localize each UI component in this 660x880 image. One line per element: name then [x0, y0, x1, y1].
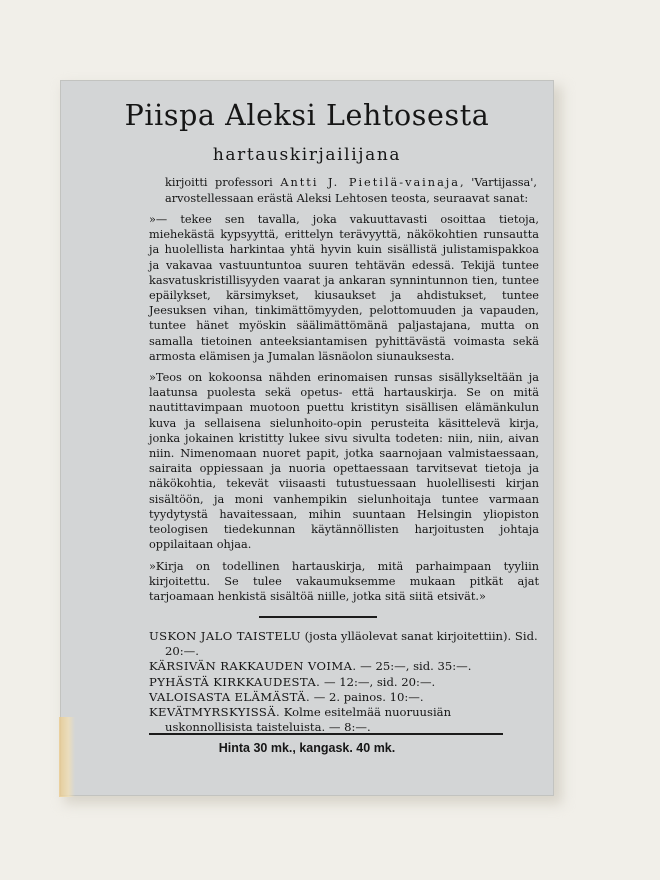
book-title: KÄRSIVÄN RAKKAUDEN VOIMA.: [149, 659, 357, 674]
book-title: USKON JALO TAISTELU: [149, 629, 301, 643]
book-details: — 25:—, sid. 35:—.: [356, 659, 472, 674]
author-name: Antti J. Pietilä-vainaja: [280, 176, 461, 189]
book-title: VALOISASTA ELÄMÄSTÄ.: [149, 689, 311, 704]
book-details: — 2. painos. 10:—.: [310, 689, 424, 704]
book-list: [149, 629, 539, 735]
price-line: Hinta 30 mk., kangask. 40 mk.: [218, 741, 396, 755]
quote-paragraph-2: »Teos on kokoonsa nähden erinomaisen runsas sisällykseltään ja laatunsa puolesta sekä opetus- että hartauskirja. Se on mitä nautittavimpaan muotoon puettu kristityn sisällisen elämänkulun kuva ja sellaisena sielunhoito-opin perusteita käsittelevä kirja, jonka jokainen kristitty lukee sivu sivulta todeten: niin, niin, aivan niin. Nimenomaan nuoret papit, jotka saarnojaan valmistaessaan, sairaita oppiessaan ja nuoria opettaessaan tarvitsevat tietoja ja näkökohtia, tekevät viisaasti tutustuessaan huolellisesti kirjan sisältöön, ja moni vanhempikin sielunhoitaja tuntee varmaan tyydytystä havaitessaan, mihin suuntaan Helsingin yliopiston teologisen tiedekunnan käytännöllisten harjoitusten johtaja oppilaitaan ohjaa.: [149, 371, 539, 552]
book-list-item: [149, 675, 539, 690]
book-title: KEVÄTMYRSKYISSÄ.: [149, 705, 281, 720]
cover-subtitle: hartauskirjailijana: [212, 145, 402, 165]
book-details: — 12:—, sid. 20:—.: [320, 674, 436, 689]
book-details: (josta ylläolevat sanat kirjoitettiin). Sid. 20:—.: [165, 629, 538, 659]
book-list-item: [149, 705, 539, 735]
intro-paragraph: [165, 175, 537, 206]
book-list-item: [149, 659, 539, 674]
intro-text-end: , 'Vartijassa', arvostellessaan erästä Aleksi Lehtosen teosta, seuraavat sanat:: [165, 176, 537, 205]
book-details: Kolme esitelmää nuoruusiän uskonnollisista taisteluista. — 8:—.: [165, 705, 452, 735]
divider-short: [259, 616, 377, 618]
cover-title: Piispa Aleksi Lehtosesta: [124, 99, 490, 132]
book-list-item: [149, 629, 539, 659]
book-list-item: [149, 690, 539, 705]
book-back-cover: [60, 80, 554, 796]
intro-text-start: kirjoitti professori: [165, 176, 281, 189]
quote-paragraph-3: »Kirja on todellinen hartauskirja, mitä parhaimpaan tyyliin kirjoitettu. Se tulee vakaumuksemme mukaan pitkät ajat tarjoamaan henkistä sisältöä niille, jotka sitä siitä etsivät.»: [149, 560, 539, 604]
quote-paragraph-1: »— tekee sen tavalla, joka vakuuttavasti osoittaa tietoja, miehekästä kypsyyttä, erittelyn terävyyttä, näkökohtien runsautta ja huolellista harkintaa yhtä hyvin kuin sisällistä julistamispakkoa ja vakavaa vastuuntuntoa suuren tehtävän edessä. Tekijä tuntee kasvatuskristillisyyden vaarat ja ankaran synnintunnon tien, tuntee epäilykset, kärsimykset, kiusaukset ja ahdistukset, tuntee Jeesuksen vihan, tinkimättömyyden, pelottomuuden ja vapauden, tuntee hänet myöskin säälimättömänä paljastajana, mutta on samalla tietoinen anteeksiantamisen pyhittävästä voimasta sekä armosta elämisen ja Jumalan läsnäolon siunauksesta.: [149, 213, 539, 363]
book-title: PYHÄSTÄ KIRKKAUDESTA.: [149, 674, 321, 689]
divider-long: [149, 733, 503, 735]
